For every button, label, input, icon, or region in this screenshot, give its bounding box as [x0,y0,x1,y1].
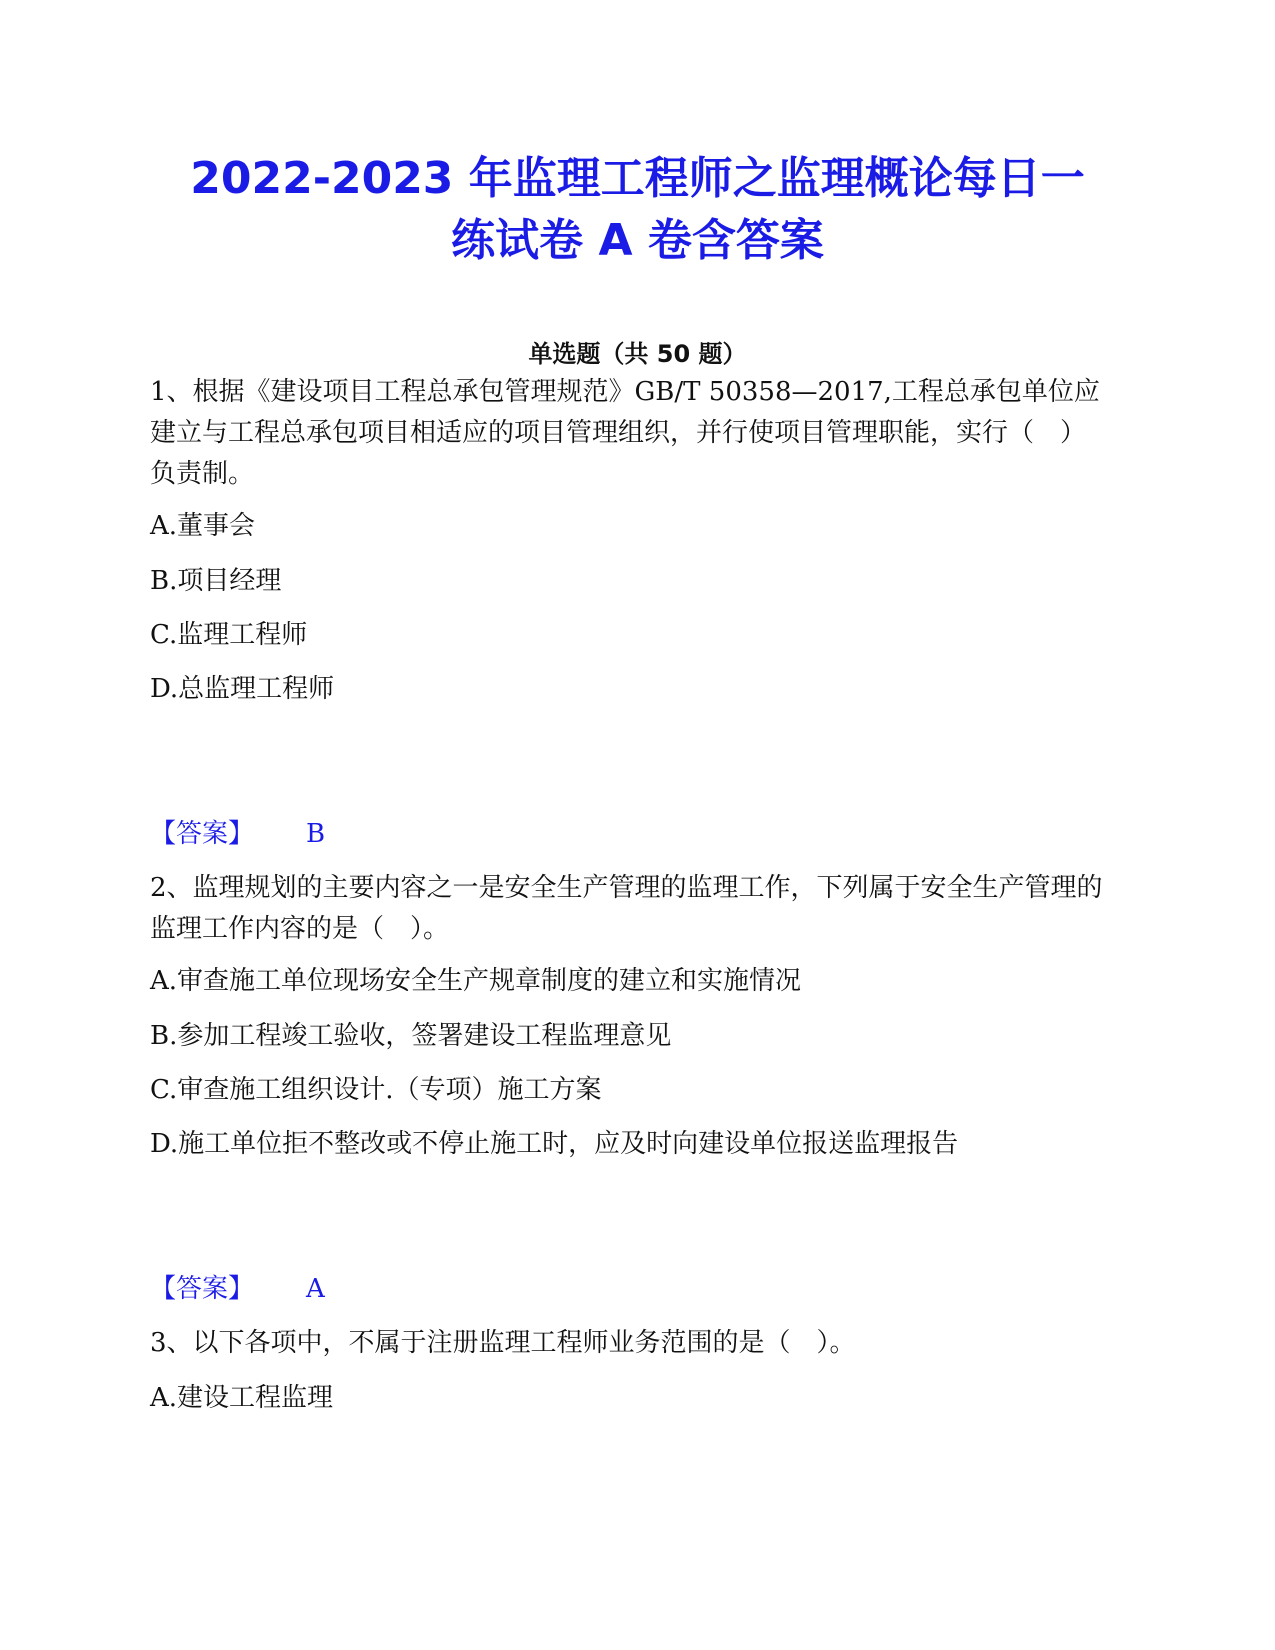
answer-value: A [306,1274,325,1304]
section-title: 单选题（共 50 题） [528,340,747,368]
question-2-answer [150,1269,325,1309]
document-title-line-2: 练试卷 A 卷含答案 [451,215,824,266]
question-1-answer [150,814,325,854]
answer-label: 【答案】 [150,819,255,849]
question-1-option-b: B.项目经理 [150,566,282,596]
question-1-option-c: C.监理工程师 [150,620,308,650]
question-2-option-a: A.审查施工单位现场安全生产规章制度的建立和实施情况 [150,966,802,996]
question-2-option-d: D.施工单位拒不整改或不停止施工时，应及时向建设单位报送监理报告 [150,1129,959,1159]
answer-value: B [306,819,326,849]
question-1-option-a: A.董事会 [150,511,256,541]
answer-label: 【答案】 [150,1274,255,1304]
question-2-option-b: B.参加工程竣工验收，签署建设工程监理意见 [150,1021,672,1051]
question-3-stem: 3、以下各项中，不属于注册监理工程师业务范围的是（ ）。 [150,1328,856,1358]
question-3-option-a: A.建设工程监理 [150,1383,334,1413]
question-1-option-d: D.总监理工程师 [150,674,335,704]
question-1-stem: 1、根据《建设项目工程总承包管理规范》GB/T 50358—2017,工程总承包单位应建立与工程总承包项目相适应的项目管理组织，并行使项目管理职能，实行（ ）负责制。 [150,377,1100,489]
question-2-stem: 2、监理规划的主要内容之一是安全生产管理的监理工作，下列属于安全生产管理的监理工作内容的是（ ）。 [150,873,1103,944]
question-2-option-c: C.审查施工组织设计.（专项）施工方案 [150,1075,602,1105]
document-title [100,148,1175,272]
document-title-line-1: 2022-2023 年监理工程师之监理概论每日一 [190,153,1085,204]
